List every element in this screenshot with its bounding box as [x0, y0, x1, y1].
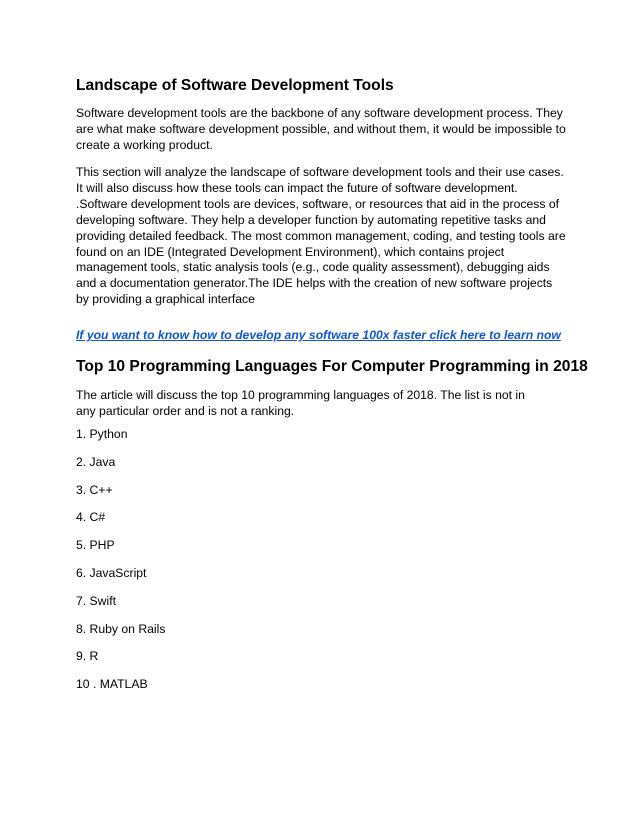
promo-link[interactable]: If you want to know how to develop any software 100x faster click here to learn now: [76, 328, 561, 342]
list-item: 7. Swift: [76, 593, 116, 608]
section-heading-languages: Top 10 Programming Languages For Computer Programming in 2018: [76, 358, 588, 375]
list-item: 3. C++: [76, 482, 113, 497]
list-item: 9. R: [76, 649, 99, 664]
list-item: 5. PHP: [76, 538, 115, 553]
section-heading-tools: Landscape of Software Development Tools: [76, 77, 394, 94]
list-item: 2. Java: [76, 454, 116, 469]
list-item: 6. JavaScript: [76, 565, 147, 580]
paragraph-intro: Software development tools are the backbone of any software development process. They are what make software development possible, and without them, it would be impossible to create a working product.: [76, 106, 566, 152]
list-item: 4. C#: [76, 510, 106, 525]
paragraph-languages-intro: The article will discuss the top 10 programming languages of 2018. The list is not in any particular order and is not a ranking.: [76, 388, 525, 418]
list-item: 1. Python: [76, 427, 128, 441]
list-item: 10 . MATLAB: [76, 677, 148, 692]
languages-list: [76, 426, 165, 704]
paragraph-analysis: This section will analyze the landscape of software development tools and their use cases. It will also discuss how these tools can impact the future of software development. .Software development tools are devices, software, or resources that aid in the process of developing software. They help a developer function by automating repetitive tasks and providing detailed feedback. The most common management, coding, and testing tools are found on an IDE (Integrated Development Environment), which contains project management tools, static analysis tools (e.g., code quality assessment), debugging aids and a documentation generator.The IDE helps with the creation of new software projects by providing a graphical interface: [76, 165, 566, 307]
list-item: 8. Ruby on Rails: [76, 621, 166, 636]
